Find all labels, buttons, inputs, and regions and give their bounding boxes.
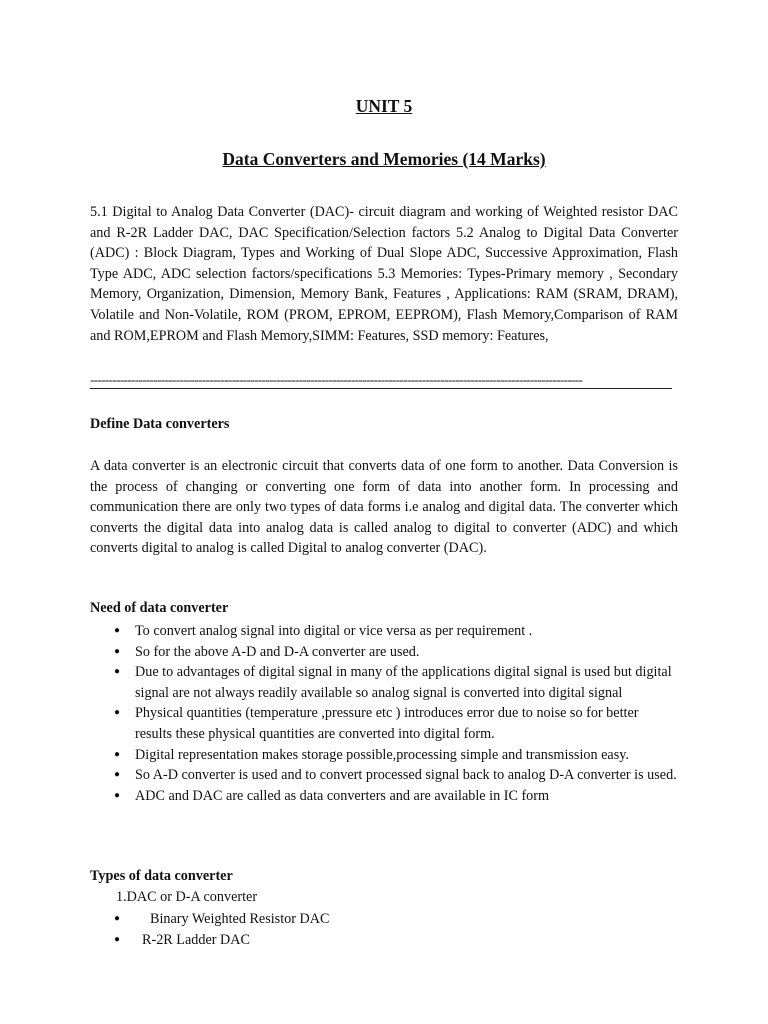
list-item: ● R-2R Ladder DAC (90, 930, 685, 951)
divider-line (90, 388, 672, 389)
define-heading: Define Data converters (90, 416, 230, 432)
unit-title: UNIT 5 (355, 96, 413, 116)
define-paragraph: A data converter is an electronic circuit that converts data of one form to another. Data Conversion is the process of changing or converting one form of data into another form. In processing and communication there are only two types of data forms i.e analog and digital data. The converter which converts the digital data into analog data is called analog to digital to converter (ADC) and which converts digital to analog is called Digital to analog converter (DAC). (90, 458, 678, 557)
types-list (90, 909, 693, 950)
list-item: ● Digital representation makes storage possible,processing simple and transmission easy. (90, 745, 678, 766)
types-subheading: 1.DAC or D-A converter (116, 889, 258, 905)
list-item: ● To convert analog signal into digital or vice versa as per requirement . (90, 621, 678, 642)
chapter-title: Data Converters and Memories (14 Marks) (222, 149, 546, 169)
need-list (90, 621, 678, 806)
types-heading: Types of data converter (90, 868, 233, 884)
list-item: ● So for the above A-D and D-A converter are used. (90, 642, 678, 663)
dashed-divider: ------------------------------------------------------------------------------------------------------------------------------------ (90, 372, 583, 387)
list-item: ● Physical quantities (temperature ,pressure etc ) introduces error due to noise so for better results these physical quantities are converted into digital form. (90, 703, 678, 744)
list-item: ● So A-D converter is used and to convert processed signal back to analog D-A converter is used. (90, 765, 678, 786)
list-item: ● ADC and DAC are called as data converters and are available in IC form (90, 786, 678, 807)
need-heading: Need of data converter (90, 600, 229, 616)
syllabus-paragraph: 5.1 Digital to Analog Data Converter (DAC)- circuit diagram and working of Weighted resistor DAC and R-2R Ladder DAC, DAC Specification/Selection factors 5.2 Analog to Digital Data Converter (ADC) : Block Diagram, Types and Working of Dual Slope ADC, Successive Approximation, Flash Type ADC, ADC selection factors/specifications 5.3 Memories: Types-Primary memory , Secondary Memory, Organization, Dimension, Memory Bank, Features , Applications: RAM (SRAM, DRAM), Volatile and Non-Volatile, ROM (PROM, EPROM, EEPROM), Flash Memory,Comparison of RAM and ROM,EPROM and Flash Memory,SIMM: Features, SSD memory: Features, (90, 204, 678, 344)
list-item: ● Due to advantages of digital signal in many of the applications digital signal is used but digital signal are not always readily available so analog signal is converted into digital signal (90, 662, 678, 703)
list-item: ● Binary Weighted Resistor DAC (90, 909, 693, 930)
